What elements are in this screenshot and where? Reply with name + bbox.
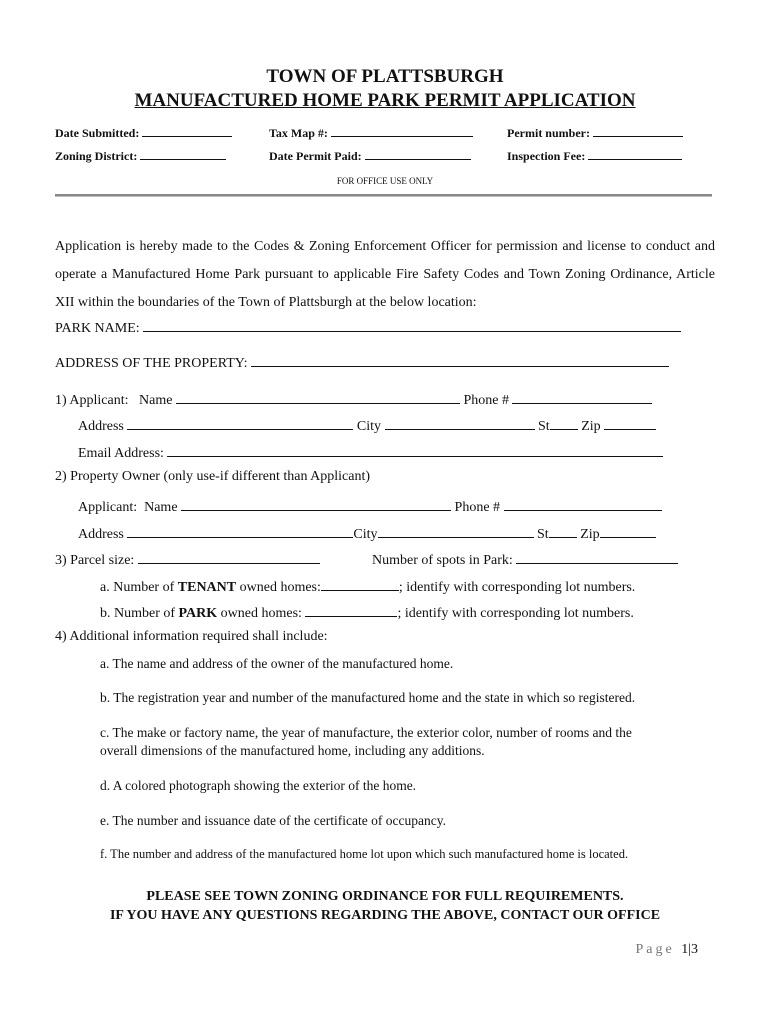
- permit-number-label: Permit number:: [507, 126, 590, 140]
- owner-phone-label: Phone #: [454, 500, 501, 515]
- date-permit-paid-line: [365, 147, 471, 160]
- date-submitted-label: Date Submitted:: [55, 126, 140, 140]
- applicant-name-row[interactable]: [55, 389, 652, 409]
- applicant-zip-label: Zip: [581, 419, 601, 434]
- park-identify: ; identify with corresponding lot numbers.: [397, 606, 634, 621]
- owner-heading: 2) Property Owner (only use-if different than Applicant): [55, 469, 371, 484]
- inspection-fee-line: [588, 147, 682, 160]
- owner-zip-line: [600, 523, 656, 538]
- zoning-district-line: [140, 147, 226, 160]
- park-name-label: PARK NAME:: [55, 321, 140, 336]
- form-subtitle: MANUFACTURED HOME PARK PERMIT APPLICATION: [134, 90, 636, 111]
- additional-item-f: f. The number and address of the manufactured home lot upon which such manufactured home is located.: [100, 847, 629, 861]
- inspection-fee-label: Inspection Fee:: [507, 149, 586, 163]
- applicant-phone-label: Phone #: [463, 393, 509, 408]
- applicant-email-row[interactable]: [78, 442, 663, 462]
- tenant-homes-line: [321, 576, 399, 591]
- owner-name-label: Name: [144, 500, 178, 515]
- parcel-size-line: [138, 549, 320, 564]
- applicant-phone-line: [512, 389, 652, 404]
- parcel-size-label: 3) Parcel size:: [55, 553, 135, 568]
- park-homes-field[interactable]: [100, 602, 634, 622]
- additional-item-d: d. A colored photograph showing the exterior of the home.: [100, 778, 417, 793]
- spots-line: [516, 549, 678, 564]
- permit-number-line: [593, 124, 683, 137]
- owner-phone-line: [504, 496, 662, 511]
- property-address-line: [251, 352, 669, 367]
- tax-map-field[interactable]: [269, 124, 473, 141]
- footer-notice-1: PLEASE SEE TOWN ZONING ORDINANCE FOR FULL REQUIREMENTS.: [146, 889, 624, 904]
- owner-city-line: [378, 523, 534, 538]
- office-use-note: FOR OFFICE USE ONLY: [336, 176, 434, 186]
- property-address-field[interactable]: [55, 352, 669, 372]
- tenant-bold: TENANT: [177, 580, 237, 595]
- owner-zip-label: Zip: [580, 527, 600, 542]
- applicant-name-label: Name: [139, 393, 173, 408]
- spots-label: Number of spots in Park:: [372, 553, 513, 568]
- applicant-city-line: [385, 415, 535, 430]
- owner-address-line: [127, 523, 353, 538]
- page-label: Page: [635, 942, 675, 957]
- date-permit-paid-label: Date Permit Paid:: [269, 149, 362, 163]
- owner-city-label: City: [353, 527, 378, 542]
- permit-number-field[interactable]: [507, 124, 683, 141]
- inspection-fee-field[interactable]: [507, 147, 682, 164]
- page-separator-icon: |: [688, 942, 691, 957]
- page-total: 3: [691, 942, 698, 957]
- additional-item-b: b. The registration year and number of the manufactured home and the state in which so registered.: [100, 690, 636, 705]
- applicant-city-label: City: [356, 419, 382, 434]
- page-current: 1: [681, 942, 689, 957]
- applicant-address-line: [127, 415, 353, 430]
- park-bold: PARK: [178, 606, 218, 621]
- applicant-email-label: Email Address:: [78, 446, 164, 461]
- owner-st-line: [549, 523, 577, 538]
- park-homes-line: [305, 602, 397, 617]
- additional-item-e: e. The number and issuance date of the certificate of occupancy.: [100, 813, 446, 828]
- owner-address-row[interactable]: [78, 523, 656, 543]
- applicant-st-line: [550, 415, 578, 430]
- applicant-st-label: St: [538, 419, 550, 434]
- owner-name-line: [181, 496, 451, 511]
- park-post: owned homes:: [217, 606, 302, 621]
- park-name-line: [143, 317, 681, 332]
- tenant-homes-field[interactable]: [100, 576, 635, 596]
- applicant-heading: 1) Applicant:: [55, 393, 129, 408]
- tax-map-label: Tax Map #:: [269, 126, 328, 140]
- form-title: TOWN OF PLATTSBURGH: [266, 66, 504, 87]
- additional-heading: 4) Additional information required shall include:: [55, 629, 328, 644]
- additional-item-c2: overall dimensions of the manufactured home, including any additions.: [100, 743, 485, 758]
- zoning-district-label: Zoning District:: [55, 149, 138, 163]
- tenant-identify: ; identify with corresponding lot numbers.: [398, 580, 636, 595]
- date-submitted-field[interactable]: [55, 124, 232, 141]
- zoning-district-field[interactable]: [55, 147, 226, 164]
- applicant-name-line: [176, 389, 460, 404]
- property-address-label: ADDRESS OF THE PROPERTY:: [55, 356, 248, 371]
- date-submitted-line: [142, 124, 232, 137]
- spots-field[interactable]: [372, 549, 678, 569]
- intro-paragraph: Application is hereby made to the Codes & Zoning Enforcement Officer for permission and license to conduct and operate a Manufactured Home Park pursuant to applicable Fire Safety Codes and Town Zoning Ordinance, Article XII within the boundaries of the Town of Plattsburgh at the below location:: [55, 239, 715, 310]
- page-number: [635, 942, 698, 958]
- applicant-address-label: Address: [78, 419, 124, 434]
- additional-item-a: a. The name and address of the owner of the manufactured home.: [100, 656, 454, 671]
- owner-st-label: St: [537, 527, 549, 542]
- owner-name-row[interactable]: [78, 496, 662, 516]
- footer-notice-2: IF YOU HAVE ANY QUESTIONS REGARDING THE ABOVE, CONTACT OUR OFFICE: [109, 908, 661, 923]
- applicant-zip-line: [604, 415, 656, 430]
- applicant-email-line: [167, 442, 663, 457]
- applicant-address-row[interactable]: [78, 415, 656, 435]
- owner-address-label: Address: [78, 527, 124, 542]
- owner-applicant-label: Applicant:: [78, 500, 138, 515]
- tax-map-line: [331, 124, 473, 137]
- date-permit-paid-field[interactable]: [269, 147, 471, 164]
- section-divider: [55, 194, 712, 197]
- tenant-post: owned homes:: [236, 580, 321, 595]
- park-name-field[interactable]: [55, 317, 681, 337]
- tenant-pre: a. Number of: [100, 580, 178, 595]
- additional-item-c1: c. The make or factory name, the year of manufacture, the exterior color, number of rooms and the: [100, 725, 632, 740]
- park-pre: b. Number of: [100, 606, 179, 621]
- parcel-size-field[interactable]: [55, 549, 320, 569]
